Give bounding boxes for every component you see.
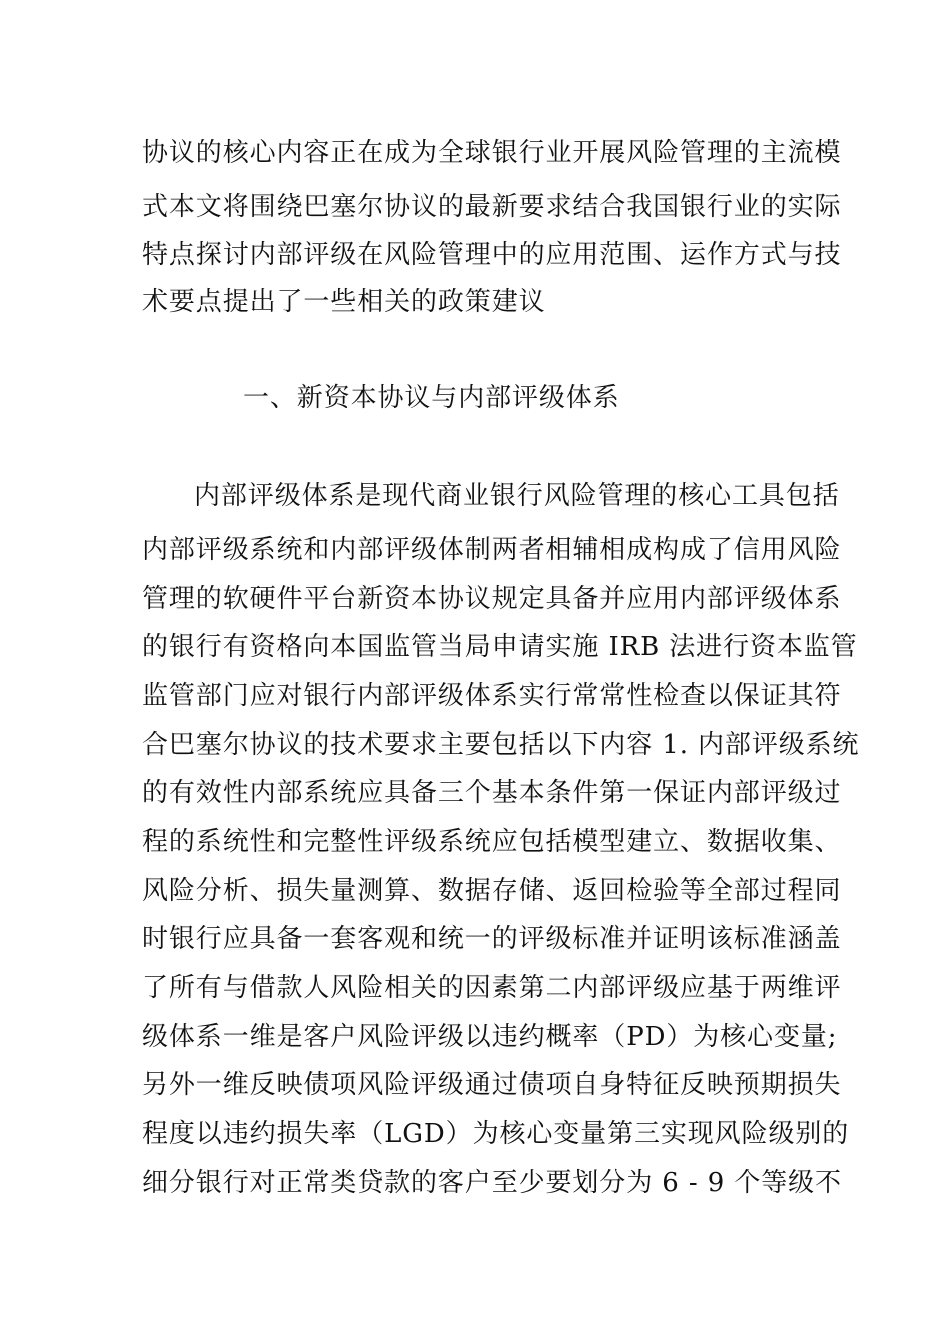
paragraph-line: 另外一维反映债项风险评级通过债项自身特征反映预期损失 [142,1070,842,1100]
paragraph-line: 的银行有资格向本国监管当局申请实施 IRB 法进行资本监管 [142,632,858,662]
paragraph-line: 了所有与借款人风险相关的因素第二内部评级应基于两维评 [142,973,842,1003]
paragraph-line: 管理的软硬件平台新资本协议规定具备并应用内部评级体系 [142,584,842,614]
paragraph-line: 监管部门应对银行内部评级体系实行常常性检查以保证其符 [142,681,842,711]
paragraph-line: 内部评级系统和内部评级体制两者相辅相成构成了信用风险 [142,535,842,565]
paragraph-line: 术要点提出了一些相关的政策建议 [142,287,546,317]
paragraph-line: 细分银行对正常类贷款的客户至少要划分为 6 - 9 个等级不 [142,1168,842,1198]
paragraph-line: 风险分析、损失量测算、数据存储、返回检验等全部过程同 [142,876,842,906]
paragraph-line: 程度以违约损失率（LGD）为核心变量第三实现风险级别的 [142,1119,850,1149]
paragraph-line: 协议的核心内容正在成为全球银行业开展风险管理的主流模 [142,138,842,168]
section-heading: 一、新资本协议与内部评级体系 [243,383,620,413]
paragraph-line: 程的系统性和完整性评级系统应包括模型建立、数据收集、 [142,827,842,857]
paragraph-line: 式本文将围绕巴塞尔协议的最新要求结合我国银行业的实际 [142,192,842,222]
paragraph-line: 的有效性内部系统应具备三个基本条件第一保证内部评级过 [142,778,842,808]
paragraph-line: 时银行应具备一套客观和统一的评级标准并证明该标准涵盖 [142,924,842,954]
paragraph-line: 级体系一维是客户风险评级以违约概率（PD）为核心变量; [142,1022,838,1052]
paragraph-line: 合巴塞尔协议的技术要求主要包括以下内容 1. 内部评级系统 [142,730,860,760]
paragraph-line: 特点探讨内部评级在风险管理中的应用范围、运作方式与技 [142,240,842,270]
paragraph-line: 内部评级体系是现代商业银行风险管理的核心工具包括 [194,481,840,511]
